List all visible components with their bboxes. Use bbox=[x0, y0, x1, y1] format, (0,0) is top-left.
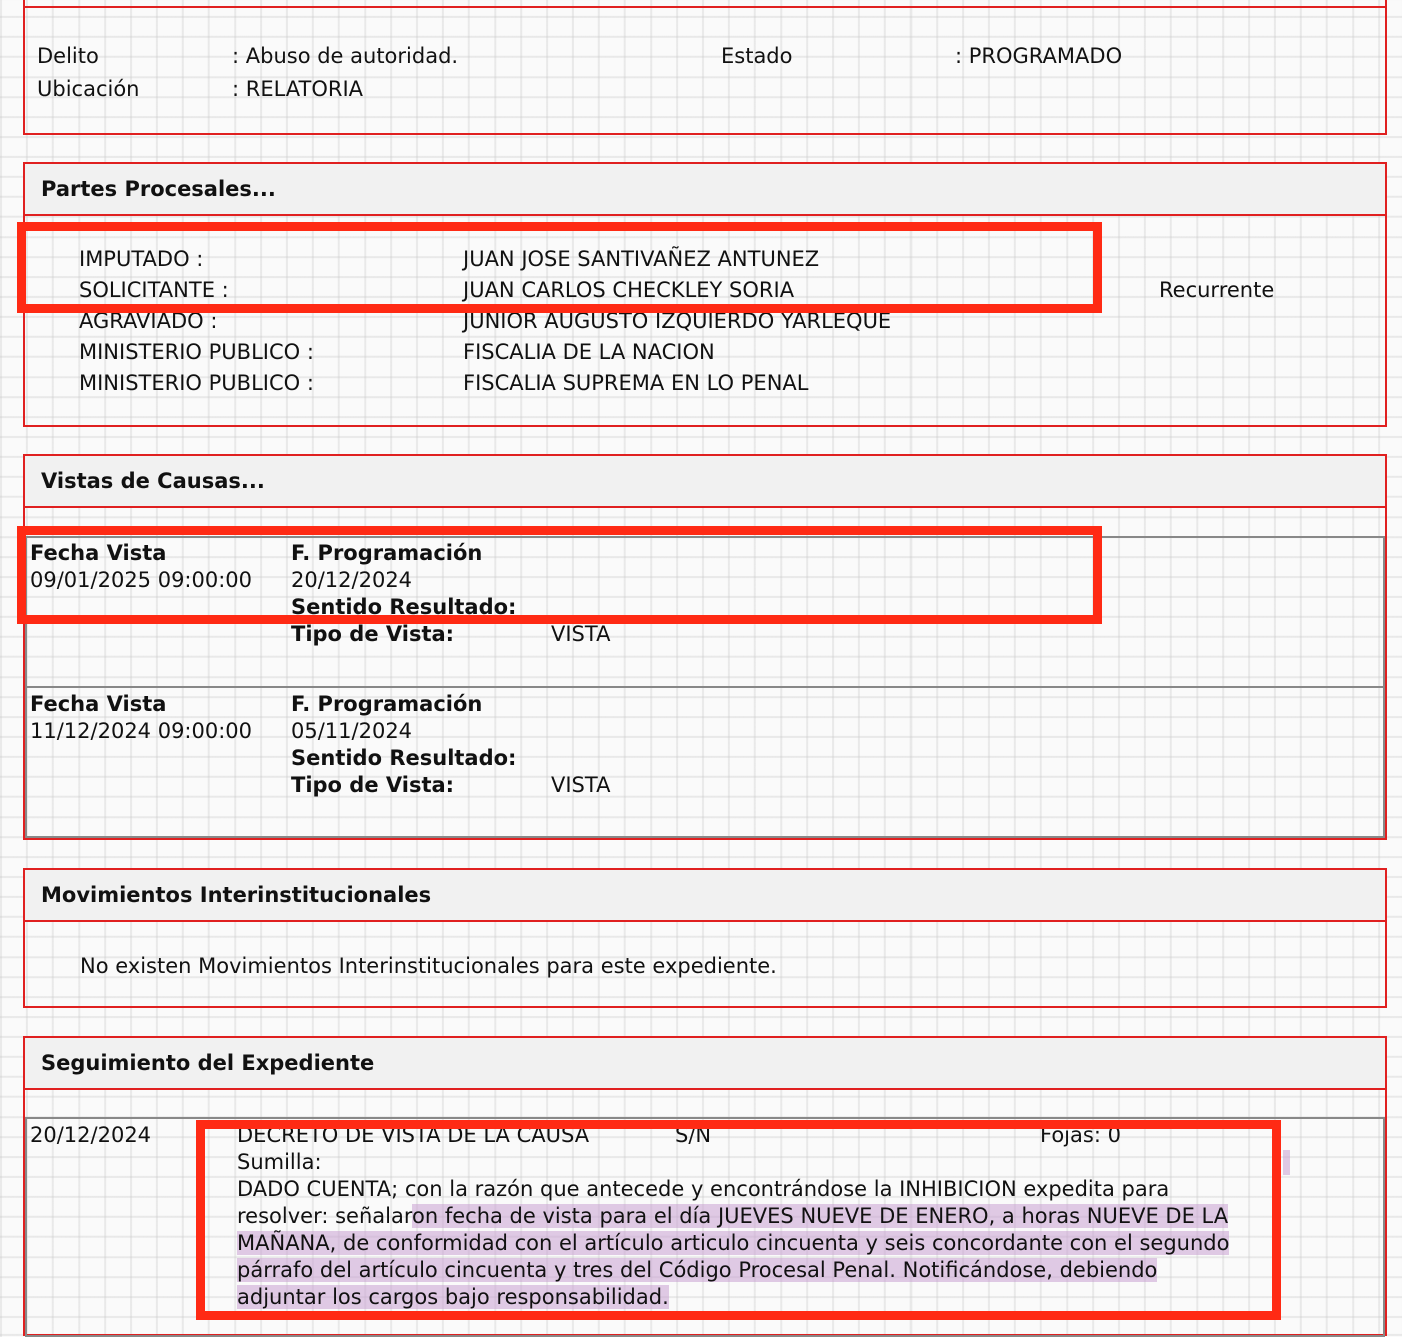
seguimiento-fojas: Fojas: 0 bbox=[1040, 1123, 1121, 1147]
movimientos-header bbox=[25, 870, 1385, 922]
vistas-header bbox=[25, 456, 1385, 508]
highlight-box-vistas bbox=[17, 526, 1102, 624]
highlight-box-seguimiento bbox=[196, 1120, 1281, 1320]
seguimiento-numero: S/N bbox=[675, 1123, 712, 1147]
seguimiento-acto: DECRETO DE VISTA DE LA CAUSA bbox=[237, 1123, 590, 1147]
partes-title: Partes Procesales... bbox=[41, 177, 276, 201]
party-name: JUAN CARLOS CHECKLEY SORIA bbox=[463, 278, 795, 302]
sumilla-text-plain: DADO CUENTA; con la razón que antecede y encontrándose la INHIBICION expedita para resolver: señalar bbox=[237, 1177, 1170, 1228]
programacion-label: F. Programación bbox=[291, 692, 483, 716]
ubicacion-label: Ubicación bbox=[37, 77, 140, 101]
case-info-panel bbox=[23, 0, 1387, 135]
partes-header bbox=[25, 164, 1385, 216]
tipo-value: VISTA bbox=[551, 622, 611, 646]
party-name: JUAN JOSE SANTIVAÑEZ ANTUNEZ bbox=[463, 247, 820, 271]
seguimiento-header bbox=[25, 1038, 1385, 1090]
tipo-label: Tipo de Vista: bbox=[291, 622, 455, 646]
fecha-vista-label: Fecha Vista bbox=[30, 541, 167, 565]
seguimiento-fecha: 20/12/2024 bbox=[30, 1123, 152, 1147]
fecha-vista-value: 11/12/2024 09:00:00 bbox=[30, 719, 253, 743]
highlight-box-partes bbox=[17, 222, 1102, 313]
tipo-value: VISTA bbox=[551, 773, 611, 797]
programacion-value: 05/11/2024 bbox=[291, 719, 413, 743]
vistas-title: Vistas de Causas... bbox=[41, 469, 265, 493]
tipo-label: Tipo de Vista: bbox=[291, 773, 455, 797]
estado-label: Estado bbox=[721, 44, 793, 68]
party-role: SOLICITANTE : bbox=[79, 278, 229, 302]
selection-tail bbox=[1283, 1150, 1290, 1175]
sentido-label: Sentido Resultado: bbox=[291, 595, 517, 619]
movimientos-panel bbox=[23, 868, 1387, 1008]
fecha-vista-value: 09/01/2025 09:00:00 bbox=[30, 568, 253, 592]
party-name: JUNIOR AUGUSTO IZQUIERDO YARLEQUE bbox=[463, 309, 892, 333]
sumilla-label: Sumilla: bbox=[237, 1150, 322, 1174]
party-name: FISCALIA DE LA NACION bbox=[463, 340, 715, 364]
vista-item bbox=[25, 686, 1385, 838]
programacion-label: F. Programación bbox=[291, 541, 483, 565]
estado-value: : PROGRAMADO bbox=[955, 44, 1123, 68]
ubicacion-value: : RELATORIA bbox=[232, 77, 364, 101]
delito-label: Delito bbox=[37, 44, 99, 68]
party-role: MINISTERIO PUBLICO : bbox=[79, 371, 314, 395]
party-role: IMPUTADO : bbox=[79, 247, 204, 271]
sumilla-text-selected: on fecha de vista para el día JUEVES NUEVE DE ENERO, a horas NUEVE DE LA MAÑANA, de conformidad con el artículo articulo cincuenta y seis concordante con el segundo párrafo del artículo cincuenta y tres del Código Procesal Penal. Notificándose, debiendo adjuntar los cargos bajo responsabilidad. bbox=[237, 1204, 1230, 1309]
movimientos-title: Movimientos Interinstitucionales bbox=[41, 883, 432, 907]
programacion-value: 20/12/2024 bbox=[291, 568, 413, 592]
movimientos-empty-message: No existen Movimientos Interinstitucionales para este expediente. bbox=[80, 954, 777, 978]
party-name: FISCALIA SUPREMA EN LO PENAL bbox=[463, 371, 809, 395]
case-info-top-rule bbox=[25, 6, 1385, 8]
fecha-vista-label: Fecha Vista bbox=[30, 692, 167, 716]
delito-value: : Abuso de autoridad. bbox=[232, 44, 459, 68]
party-role: MINISTERIO PUBLICO : bbox=[79, 340, 314, 364]
party-extra: Recurrente bbox=[1159, 278, 1275, 302]
seguimiento-title: Seguimiento del Expediente bbox=[41, 1051, 375, 1075]
sentido-label: Sentido Resultado: bbox=[291, 746, 517, 770]
party-role: AGRAVIADO : bbox=[79, 309, 218, 333]
